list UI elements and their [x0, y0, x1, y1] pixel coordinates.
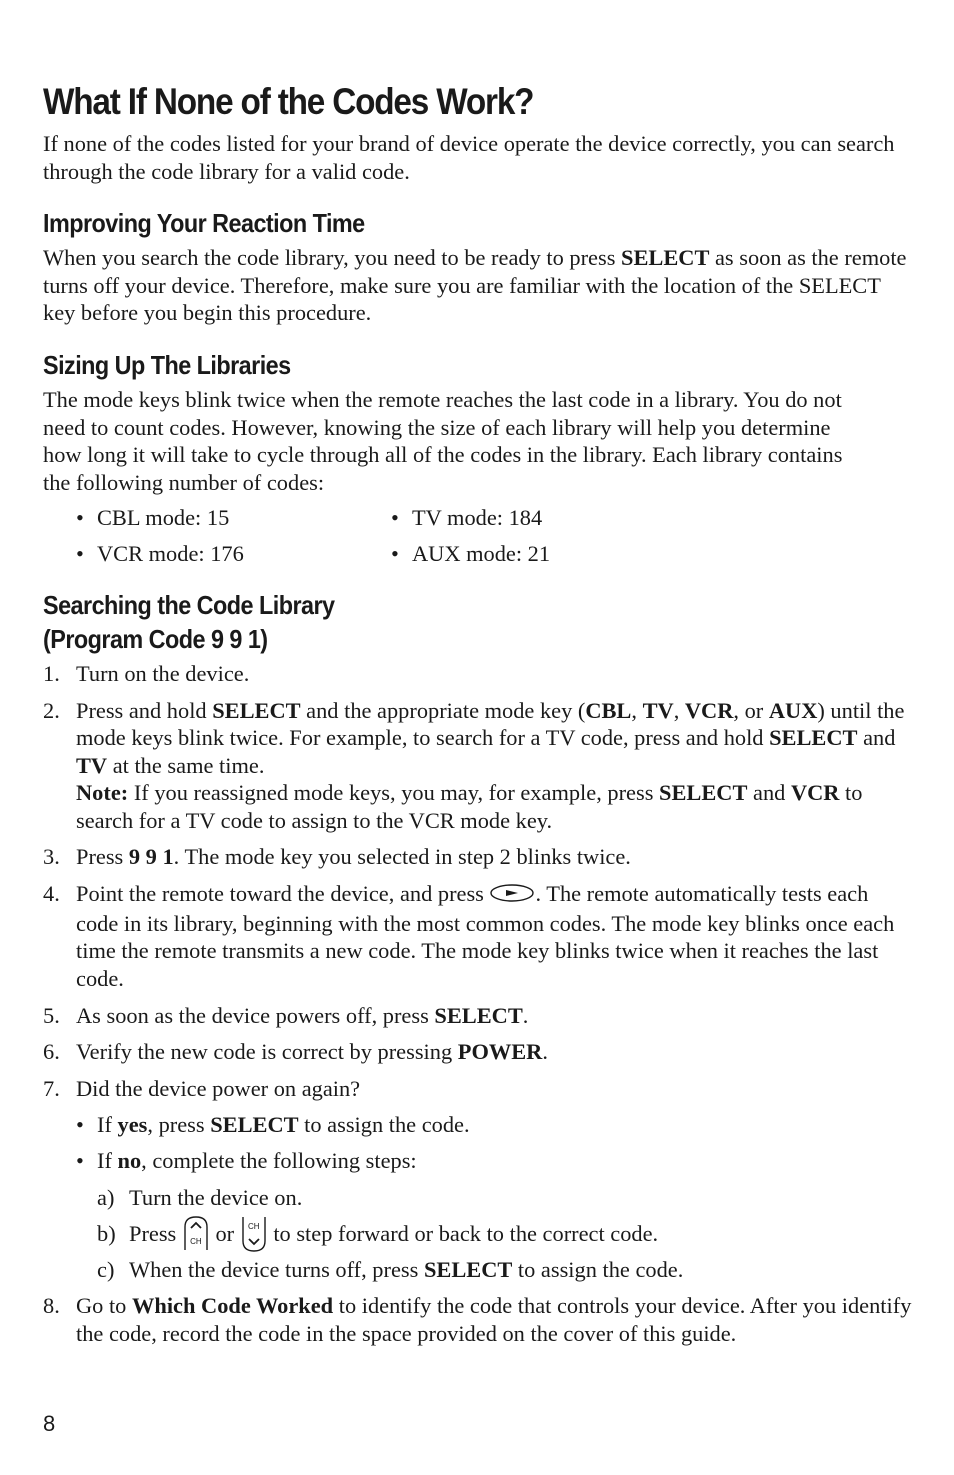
step-1: 1. Turn on the device. — [43, 660, 250, 686]
substep-c: c) When the device turns off, press SELECT to assign the code. — [97, 1256, 684, 1282]
libraries-paragraph: The mode keys blink twice when the remote reaches the last code in a library. You do not need to count codes. However, knowing the size of each library will help you determine how long it will take to cycle through all of the codes in the library. Each library contains the following number of codes: — [43, 386, 843, 495]
option-yes: • If yes, press SELECT to assign the code. — [76, 1111, 913, 1139]
step-7-options — [76, 1111, 913, 1283]
search-steps — [43, 660, 913, 1348]
ch-up-key-icon: CH — [182, 1215, 210, 1253]
substep-a: a) Turn the device on. — [97, 1184, 303, 1210]
page-number: 8 — [43, 1411, 56, 1436]
no-substeps — [97, 1184, 913, 1284]
list-item: • TV mode: 184 — [391, 504, 691, 532]
step-8: 8. Go to Which Code Worked to identify the code that controls your device. After you identify the code, record the code in the space provided on the cover of this guide. — [43, 1293, 912, 1347]
option-no: • If no, complete the following steps: a) Turn the device on. b) Press CH or CH to step forward or back to the correct code. c) When the device turns off, press SELECT to assign the code. — [76, 1147, 913, 1283]
list-item: • AUX mode: 21 — [391, 540, 691, 568]
libraries-heading: Sizing Up The Libraries — [43, 349, 291, 380]
step-6: 6. Verify the new code is correct by pressing POWER. — [43, 1039, 548, 1065]
step-5: 5. As soon as the device powers off, press SELECT. — [43, 1002, 529, 1028]
substep-b: b) Press CH or CH to step forward or back to the correct code. — [97, 1220, 913, 1248]
intro-paragraph: If none of the codes listed for your brand of device operate the device correctly, you can search through the code library for a valid code. — [43, 131, 895, 184]
page-content — [43, 78, 913, 1357]
search-heading-line1: Searching the Code Library — [43, 589, 335, 620]
step-2-note: Note: If you reassigned mode keys, you may, for example, press SELECT and VCR to search for a TV code to assign to the VCR mode key. — [76, 780, 863, 833]
page-title: What If None of the Codes Work? — [43, 81, 534, 122]
list-item: • VCR mode: 176 — [76, 540, 391, 568]
step-4: 4. Point the remote toward the device, and press . The remote automatically tests each code in its library, beginning with the most common codes. The mode key blinks once each time the remote transmits a new code. The mode key blinks twice when it reaches the last code. — [43, 881, 895, 991]
list-item: • CBL mode: 15 — [76, 504, 391, 532]
search-heading — [43, 588, 826, 656]
search-heading-line2: (Program Code 9 9 1) — [43, 623, 268, 654]
reaction-paragraph: When you search the code library, you need to be ready to press SELECT as soon as the remote turns off your device. Therefore, make sure you are familiar with the location of the SELECT key before you begin this procedure. — [43, 245, 907, 326]
play-key-icon — [489, 882, 535, 910]
library-counts — [76, 504, 913, 568]
step-2: 2. Press and hold SELECT and the appropriate mode key (CBL, TV, VCR, or AUX) until the mode keys blink twice. For example, to search for a TV code, press and hold SELECT and TV at the same time. Note: If you reassigned mode keys, you may, for example, press SELECT and VCR to search for a TV code to assign to the VCR mode key. — [43, 697, 913, 835]
ch-down-key-icon: CH — [240, 1215, 268, 1253]
step-7: 7. Did the device power on again? • If yes, press SELECT to assign the code. • If no, complete the following steps: a) Turn the device on. b) Press CH or CH to step forward or back to the correct code. c) When the device turns off, press SELECT to assign the code. — [43, 1075, 913, 1284]
step-3: 3. Press 9 9 1. The mode key you selected in step 2 blinks twice. — [43, 844, 631, 870]
reaction-heading: Improving Your Reaction Time — [43, 208, 365, 239]
